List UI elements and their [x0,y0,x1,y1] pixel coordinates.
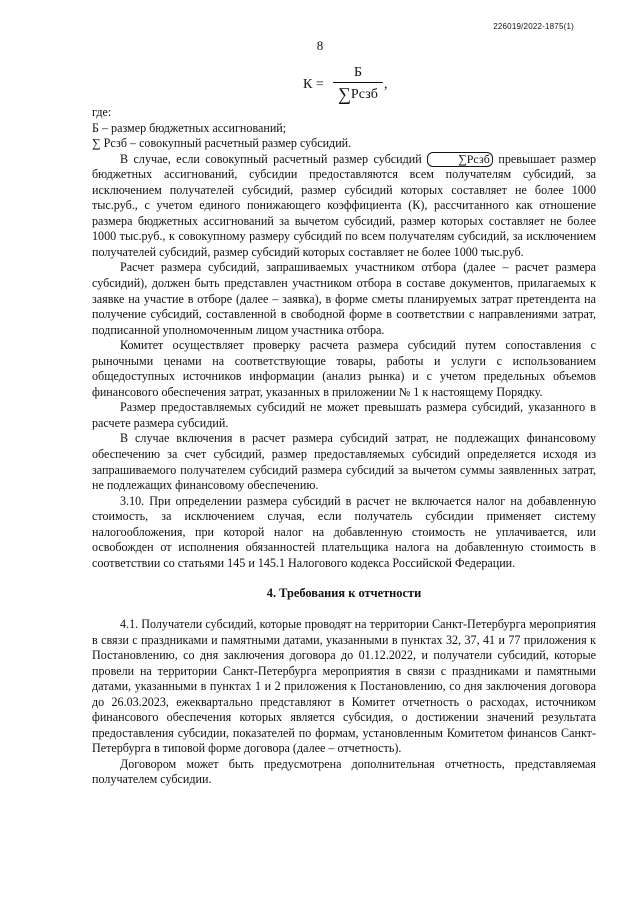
fraction-bar [333,82,383,83]
sigma-symbol: ∑ [338,84,351,104]
document-body [92,105,596,788]
definition-sum: ∑ Рсзб – совокупный расчетный размер субсидий. [92,136,352,151]
formula-fraction [333,64,383,104]
formula-lhs: К = [303,77,324,92]
paragraph-calculation: Расчет размера субсидий, запрашиваемых участником отбора (далее – расчет размера субсидий), должен быть представлен участником отбора в составе документов, прилагаемых к заявке на участие в отборе (далее – заявка), в форме сметы планируемых затрат претендента на получение субсидий, составленной в свободной форме в соответствии с направлениями затрат, подписанной уполномоченным лицом участника отбора. [92,260,596,337]
where-label: где: [92,105,112,119]
formula-denominator-text: Рсзб [350,87,378,102]
paragraph-committee-check: Комитет осуществляет проверку расчета размера субсидий путем сопоставления с рыночными ценами на соответствующие товары, работы и услуги с использованием общедоступных источников информации (анализ рынка) и с учетом предельных объемов финансового обеспечения затрат, указанных в приложении № 1 к настоящему Порядку. [92,338,596,399]
paragraph-reporting: 4.1. Получатели субсидий, которые проводят на территории Санкт-Петербурга мероприятия в связи с праздниками и памятными датами, указанными в пунктах 32, 37, 41 и 77 приложения к Постановлению, со дня заключения договора до 01.12.2022, и получатели субсидий, которые провели на территории Санкт-Петербурга мероприятия в связи с праздниками и памятными датами, указанными в пунктах 1 и 2 приложения к Постановлению, со дня заключения договора до 26.03.2023, ежеквартально представляют в Комитет отчетность о расходах, источником финансового обеспечения которых является субсидия, о достижении значений результата предоставления субсидии, показателей по формам, установленным Комитетом финансов Санкт-Петербурга в типовой форме договора (далее – отчетность). [92,616,596,756]
formula-denominator [333,85,383,104]
section-heading: 4. Требования к отчетности [266,586,422,601]
paragraph-nonfundable-costs: В случае включения в расчет размера субсидий затрат, не подлежащих финансовому обеспечению за счет субсидий, размер предоставляемых субсидий определяется исходя из запрашиваемого получателем субсидий размера субсидий за вычетом суммы заявленных затрат, не подлежащих финансовому обеспечению. [92,431,596,493]
paragraph-subsidy-excess [92,152,596,261]
page-number: 8 [316,38,324,53]
formula-trailing-comma: , [384,77,388,92]
paragraph-additional-reporting: Договором может быть предусмотрена дополнительная отчетность, представляемая получателем субсидии. [92,756,596,787]
paragraph-subsidy-excess-rest: превышает размер бюджетных ассигнований, субсидии предоставляются всем получателям субсидий, за исключением получателей субсидий, размер субсидий которых составляет не более 1000 тыс.руб., с учетом единого понижающего коэффициента (К), рассчитанного как отношение размера бюджетных ассигнований за вычетом субсидий, размер которых составляет не более 1000 тыс.руб., к совокупному размеру субсидий по всем получателям субсидий, за исключением получателей субсидий, размер субсидий которых составляет не более 1000 тыс.руб. [92,151,596,259]
inline-sigma-expression: ∑Рсзб [427,152,493,167]
definition-b: Б – размер бюджетных ассигнований; [92,120,287,135]
formula-numerator: Б [353,65,363,80]
paragraph-vat: 3.10. При определении размера субсидий в расчет не включается налог на добавленную стоимость, за исключением случая, если получатель субсидии применяет систему налогообложения, при которой налог на добавленную стоимость не уплачивается, или освобожден от исполнения обязанностей плательщика налога на добавленную стоимость в соответствии со статьями 145 и 145.1 Налогового кодекса Российской Федерации. [92,493,596,570]
paragraph-subsidy-excess-start: В случае, если совокупный расчетный размер субсидий [120,151,428,166]
paragraph-limit: Размер предоставляемых субсидий не может превышать размера субсидий, указанного в расчете размера субсидий. [92,400,596,430]
document-registration-number: 226019/2022-1875(1) [493,22,574,31]
